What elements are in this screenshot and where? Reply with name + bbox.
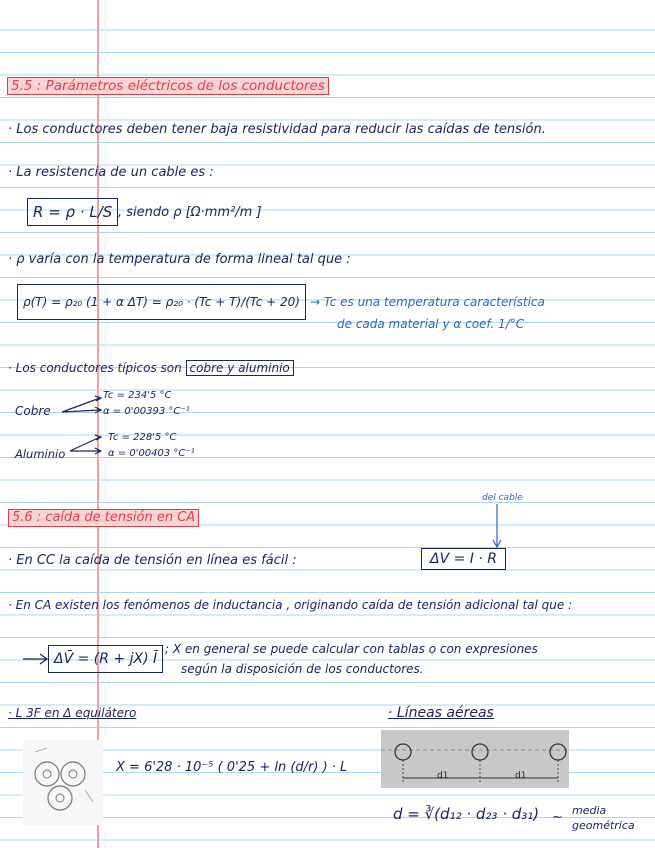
paragraph-resistance: · La resistencia de un cable es :: [8, 165, 214, 180]
note-arrow: [492, 502, 502, 552]
heading-lineas-aereas: · Líneas aéreas: [388, 705, 494, 721]
paragraph-ca: · En CA existen los fenómenos de inductancia , originando caída de tensión adicional tal que :: [8, 598, 573, 612]
material-alpha: α = 0'00403 °C⁻¹: [108, 448, 195, 459]
note-geometrica: geométrica: [572, 819, 635, 832]
paragraph-cc: · En CC la caída de tensión en línea es fácil :: [8, 553, 297, 568]
material-alpha: α = 0'00393 °C⁻¹: [103, 406, 190, 417]
paragraph-materials: [8, 360, 294, 376]
tilde-sign: ~: [552, 810, 563, 825]
note-tc-2: de cada material y α coef. 1/°C: [337, 317, 525, 331]
triangle-conductor-figure: [23, 740, 103, 825]
formula-resistance-units: , siendo ρ [Ω·mm²/m ]: [118, 205, 262, 220]
paragraph-temperature: · ρ varía con la temperatura de forma lineal tal que :: [8, 252, 351, 267]
distance-label: d1: [437, 771, 449, 781]
section-5-5-title: 5.5 : Parámetros eléctricos de los conductores: [7, 77, 329, 95]
formula-dv: ΔV̄ = (R + jX) Ī: [48, 645, 163, 673]
overhead-line-figure: [381, 730, 569, 788]
paragraph-resistivity: · Los conductores deben tener baja resistividad para reducir las caídas de tensión.: [8, 122, 546, 137]
materials-prefix: · Los conductores típicos son: [8, 361, 182, 375]
section-5-6-title: 5.6 : caída de tensión en CA: [8, 509, 199, 527]
material-tc: Tc = 234'5 °C: [103, 390, 172, 401]
note-tc-1: → Tc es una temperatura característica: [310, 295, 545, 309]
note-x-1: ; X en general se puede calcular con tablas o con expresiones: [165, 642, 538, 656]
formula-rho: ρ(T) = ρ₂₀ (1 + α ΔT) = ρ₂₀ · (Tc + T)/(Tc + 20): [17, 284, 306, 320]
material-name: Aluminio: [15, 447, 66, 461]
formula-resistance: R = ρ · L/S: [27, 198, 118, 226]
formula-x: X = 6'28 · 10⁻⁵ ( 0'25 + ln (d/r) ) · L: [116, 760, 348, 775]
material-name: Cobre: [15, 404, 51, 418]
note-x-2: según la disposición de los conductores.: [181, 662, 424, 676]
aluminium-arrows: [68, 433, 108, 463]
note-del-cable: del cable: [482, 493, 523, 503]
material-tc: Tc = 228'5 °C: [108, 432, 177, 443]
heading-delta: · L 3F en Δ equilátero: [8, 706, 137, 720]
formula-d: d = ∛(d₁₂ · d₂₃ · d₃₁): [393, 805, 540, 823]
overhead-line-drawing: [381, 730, 569, 788]
materials-boxed: cobre y aluminio: [186, 360, 294, 376]
note-media: media: [572, 804, 607, 817]
formula-cc: ΔV = I · R: [421, 548, 506, 570]
distance-label: d1: [515, 771, 527, 781]
